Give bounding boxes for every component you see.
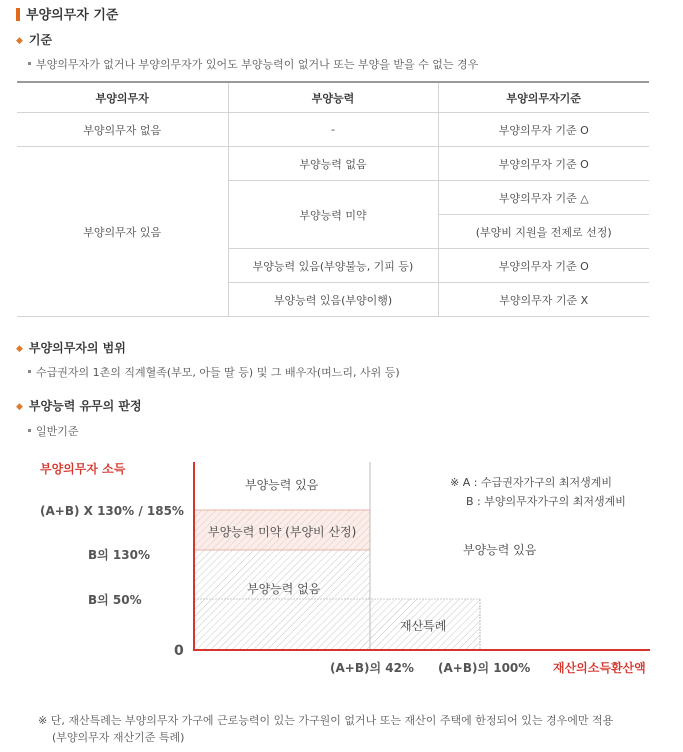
table-header: 부양능력 xyxy=(228,82,438,113)
region-label-top: 부양능력 있음 xyxy=(245,478,319,492)
title-text: 부양의무자 기준 xyxy=(26,8,119,23)
y-tick-label: B의 130% xyxy=(88,548,150,562)
y-tick-label: (A+B) X 130% / 185% xyxy=(40,504,184,518)
table-row xyxy=(17,147,649,181)
criteria-bullet xyxy=(28,56,478,72)
table-cell: 부양능력 있음(부양불능, 기피 등) xyxy=(228,249,438,283)
bullet-icon xyxy=(28,429,31,432)
diamond-icon: ◆ xyxy=(16,344,23,354)
judgment-heading-text: 부양능력 유무의 판정 xyxy=(28,399,142,413)
table-cell: 부양의무자 기준 O xyxy=(438,249,649,283)
table-header-row xyxy=(17,82,649,113)
x-tick-label: (A+B)의 42% xyxy=(330,661,414,675)
region-label-none: 부양능력 없음 xyxy=(247,582,321,596)
criteria-heading xyxy=(16,31,52,48)
table-header: 부양의무자 xyxy=(17,82,228,113)
diamond-icon: ◆ xyxy=(16,36,23,46)
table-cell: 부양능력 미약 xyxy=(228,181,438,249)
criteria-heading-text: 기준 xyxy=(28,33,53,47)
table-cell: - xyxy=(228,113,438,147)
criteria-bullet-text: 부양의무자가 없거나 부양의무자가 있어도 부양능력이 없거나 또는 부양을 받을 수 없는 경우 xyxy=(36,58,479,71)
obligor-criteria-table xyxy=(17,81,649,317)
footnote xyxy=(38,712,678,746)
bullet-icon xyxy=(28,62,31,65)
footnote-line: ※ 단, 재산특례는 부양의무자 가구에 근로능력이 있는 가구원이 없거나 또는 재산이 주택에 한정되어 있는 경우에만 적용 xyxy=(38,714,614,727)
region-label-weak: 부양능력 미약 (부양비 산정) xyxy=(208,525,357,539)
footnote-line: (부양의무자 재산기준 특례) xyxy=(52,731,185,744)
table-header: 부양의무자기준 xyxy=(438,82,649,113)
table-cell: 부양능력 있음(부양이행) xyxy=(228,283,438,317)
scope-bullet-text: 수급권자의 1촌의 직계혈족(부모, 아들 딸 등) 및 그 배우자(며느리, 사위 등) xyxy=(36,366,400,379)
legend-a: ※ A : 수급권자가구의 최저생계비 xyxy=(450,476,612,489)
table-cell: 부양의무자 있음 xyxy=(17,147,228,317)
y-axis-title: 부양의무자 소득 xyxy=(40,462,126,476)
y-tick-label: B의 50% xyxy=(88,593,142,607)
x-tick-label: (A+B)의 100% xyxy=(438,661,531,675)
page-title xyxy=(16,4,118,23)
region-label-right: 부양능력 있음 xyxy=(463,543,537,557)
judgment-bullet-text: 일반기준 xyxy=(36,425,79,438)
region-label-exception: 재산특례 xyxy=(400,619,447,633)
judgment-bullet xyxy=(28,423,79,439)
x-axis-title: 재산의소득환산액 xyxy=(553,661,646,675)
legend-b: B : 부양의무자가구의 최저생계비 xyxy=(466,495,626,508)
table-cell: 부양의무자 없음 xyxy=(17,113,228,147)
scope-heading-text: 부양의무자의 범위 xyxy=(28,341,126,355)
diamond-icon: ◆ xyxy=(16,402,23,412)
table-cell: 부양의무자 기준 O xyxy=(438,113,649,147)
table-cell: 부양능력 없음 xyxy=(228,147,438,181)
origin-label: 0 xyxy=(174,643,184,659)
table-row xyxy=(17,113,649,147)
table-cell: 부양의무자 기준 O xyxy=(438,147,649,181)
table-cell: (부양비 지원을 전제로 선정) xyxy=(438,215,649,249)
scope-bullet xyxy=(28,364,400,380)
ability-judgment-diagram xyxy=(0,450,683,690)
bullet-icon xyxy=(28,370,31,373)
scope-heading xyxy=(16,339,126,356)
judgment-heading xyxy=(16,397,142,414)
title-bar-icon xyxy=(16,8,20,21)
table-cell: 부양의무자 기준 △ xyxy=(438,181,649,215)
table-cell: 부양의무자 기준 X xyxy=(438,283,649,317)
